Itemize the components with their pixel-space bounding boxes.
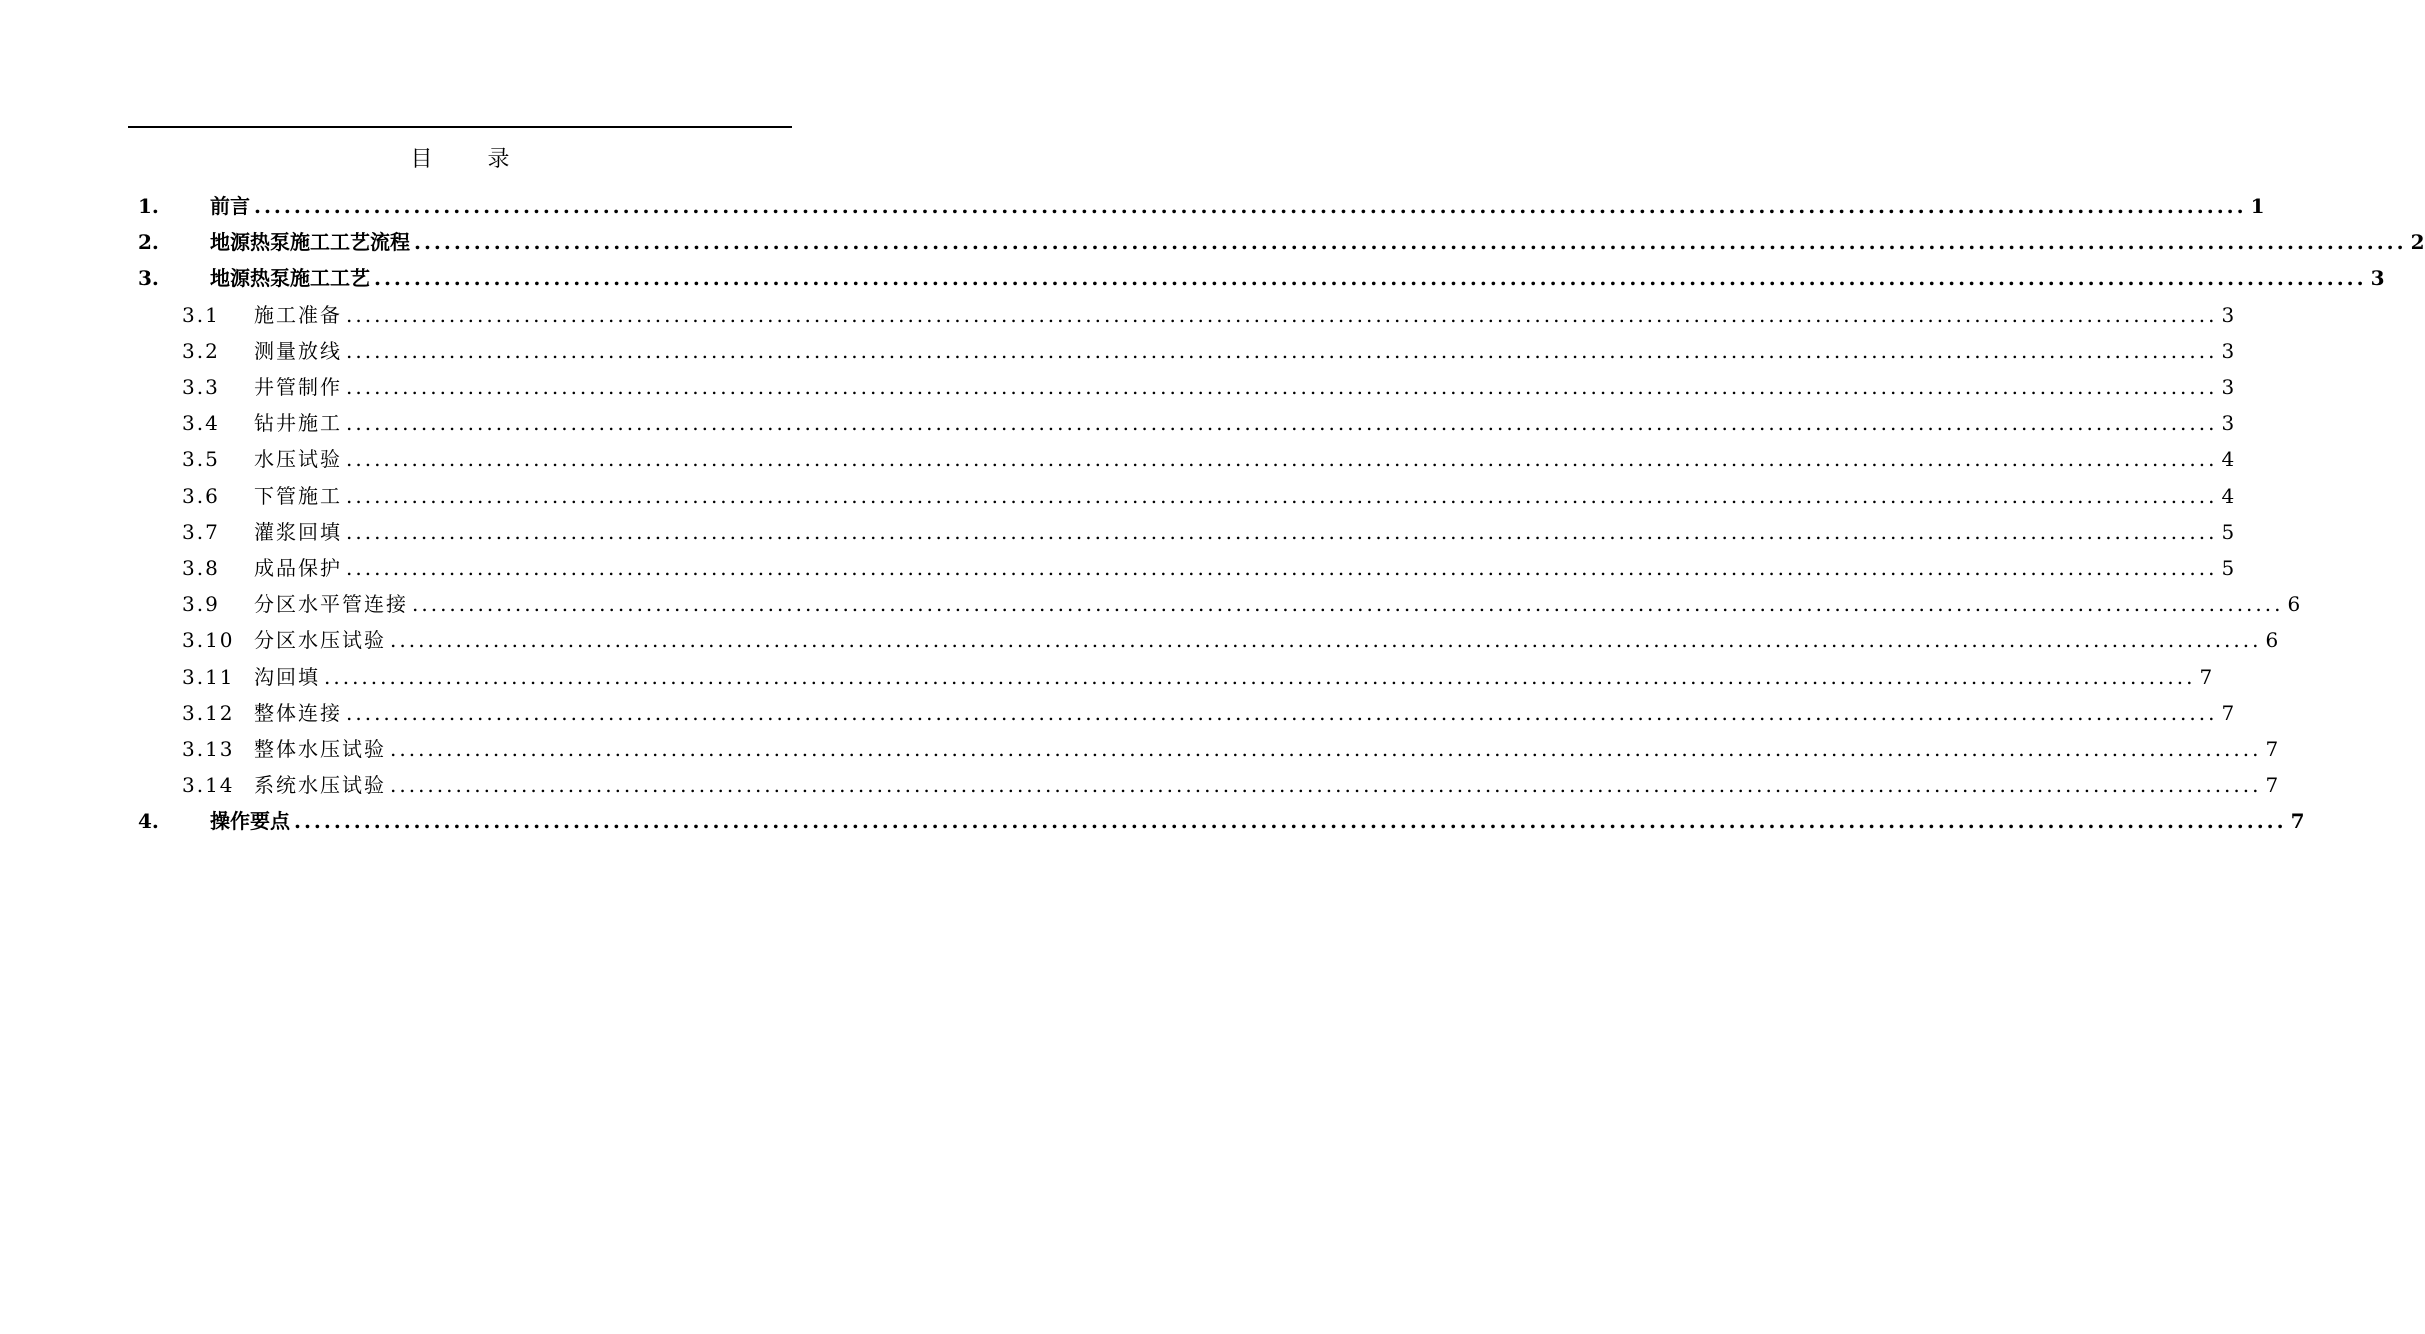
- toc-entry-number: 3.8: [182, 556, 220, 580]
- toc-leader-dots: ........................................................................................................................................................................................................: [374, 266, 2367, 291]
- toc-entry-number: 3.4: [182, 411, 220, 436]
- toc-entry-number: 3.9: [182, 592, 220, 617]
- toc-leader-dots: ........................................................................................................................................................................................................: [414, 230, 2407, 255]
- toc-entry-label: 钻井施工: [254, 411, 342, 436]
- toc-entry[interactable]: [0, 478, 2235, 514]
- toc-entry-number: 3.2: [182, 338, 220, 363]
- toc-entry[interactable]: [0, 659, 2213, 695]
- toc-entry-number: 3.7: [182, 519, 220, 544]
- toc-leader-dots: ........................................................................................................................................................................................................: [346, 556, 2218, 580]
- toc-entry-label: 地源热泵施工工艺流程: [210, 230, 410, 255]
- toc-entry-label: 沟回填: [254, 664, 320, 689]
- toc-entry-label: 施工准备: [254, 302, 342, 327]
- toc-leader-dots: ........................................................................................................................................................................................................: [346, 700, 2218, 725]
- toc-entry-label: 前言: [210, 194, 250, 218]
- toc-entry-number: 3.6: [182, 483, 220, 508]
- toc-title: 目 录: [410, 147, 534, 172]
- toc-entry-number: 1.: [138, 194, 159, 218]
- toc-entry-number: 2.: [138, 230, 159, 255]
- toc-entry-line: [254, 659, 2213, 695]
- toc-entry-line: [254, 297, 2235, 333]
- toc-entry-label: 分区水平管连接: [254, 592, 408, 617]
- toc-entry-line: [254, 767, 2279, 803]
- toc-leader-dots: ........................................................................................................................................................................................................: [324, 664, 2196, 689]
- toc-entry-label: 整体连接: [254, 700, 342, 725]
- toc-entry-line: [254, 586, 2301, 622]
- toc-entry-page: 7: [2199, 664, 2213, 689]
- toc-entry-label: 水压试验: [254, 447, 342, 472]
- toc-entry-label: 系统水压试验: [254, 773, 386, 798]
- toc-entry[interactable]: [0, 803, 2305, 839]
- toc-entry-number: 3.: [138, 266, 159, 291]
- toc-leader-dots: ........................................................................................................................................................................................................: [254, 194, 2247, 218]
- toc-entry[interactable]: [0, 224, 2425, 260]
- toc-entry-label: 井管制作: [254, 375, 342, 399]
- toc-entry[interactable]: [0, 695, 2235, 731]
- toc-entry-line: [254, 333, 2235, 369]
- toc-entry-page: 1: [2250, 194, 2265, 218]
- toc-leader-dots: ........................................................................................................................................................................................................: [346, 411, 2218, 436]
- toc-entry-line: [254, 441, 2235, 477]
- toc-leader-dots: ........................................................................................................................................................................................................: [346, 519, 2218, 544]
- toc-leader-dots: ........................................................................................................................................................................................................: [412, 592, 2284, 617]
- toc-entry[interactable]: [0, 514, 2235, 550]
- toc-entry-line: [254, 622, 2279, 658]
- toc-entry-number: 3.1: [182, 302, 220, 327]
- toc-leader-dots: ........................................................................................................................................................................................................: [390, 737, 2262, 761]
- toc-entry-page: 3: [2221, 375, 2235, 399]
- toc-entry[interactable]: [0, 622, 2279, 658]
- toc-entry[interactable]: [0, 297, 2235, 333]
- toc-entry-page: 3: [2370, 266, 2385, 291]
- toc-entry[interactable]: [0, 731, 2279, 767]
- toc-entry-line: [254, 369, 2235, 405]
- toc-entry-page: 3: [2221, 411, 2235, 436]
- toc-entry-page: 3: [2221, 302, 2235, 327]
- toc-entry-page: 7: [2265, 737, 2279, 761]
- toc-entry[interactable]: [0, 369, 2235, 405]
- toc-entry-number: 3.12: [182, 700, 235, 725]
- toc-entry-page: 5: [2221, 556, 2235, 580]
- toc-entry-line: [210, 260, 2385, 296]
- toc-entry-label: 地源热泵施工工艺: [210, 266, 370, 291]
- toc-entry-label: 成品保护: [254, 556, 342, 580]
- toc-entry[interactable]: [0, 550, 2235, 586]
- toc-leader-dots: ........................................................................................................................................................................................................: [346, 483, 2218, 508]
- toc-entry-number: 3.3: [182, 375, 220, 399]
- toc-entry-line: [254, 478, 2235, 514]
- toc-entry-label: 灌浆回填: [254, 519, 342, 544]
- toc-entry-page: 4: [2221, 483, 2235, 508]
- toc-entry-label: 测量放线: [254, 338, 342, 363]
- toc-leader-dots: ........................................................................................................................................................................................................: [346, 447, 2218, 472]
- toc-entry-label: 下管施工: [254, 483, 342, 508]
- toc-entry-label: 整体水压试验: [254, 737, 386, 761]
- toc-entry-label: 操作要点: [210, 809, 290, 834]
- toc-entry-number: 3.5: [182, 447, 220, 472]
- toc-entry-line: [254, 405, 2235, 441]
- toc-leader-dots: ........................................................................................................................................................................................................: [346, 338, 2218, 363]
- toc-entry-page: 6: [2265, 628, 2279, 653]
- toc-leader-dots: ........................................................................................................................................................................................................: [294, 809, 2287, 834]
- toc-entry-label: 分区水压试验: [254, 628, 386, 653]
- toc-entry-line: [254, 695, 2235, 731]
- toc-entry[interactable]: [0, 405, 2235, 441]
- toc-entry[interactable]: [0, 586, 2301, 622]
- toc-leader-dots: ........................................................................................................................................................................................................: [390, 773, 2262, 798]
- toc-entry-line: [210, 224, 2425, 260]
- toc-entry-page: 3: [2221, 338, 2235, 363]
- toc-entry[interactable]: [0, 260, 2385, 296]
- toc-entry[interactable]: [0, 767, 2279, 803]
- toc-entry-number: 3.11: [182, 664, 235, 689]
- toc-entry-line: [254, 514, 2235, 550]
- toc-entry-page: 5: [2221, 519, 2235, 544]
- toc-entry-line: [210, 803, 2305, 839]
- toc-leader-dots: ........................................................................................................................................................................................................: [346, 375, 2218, 399]
- toc-entry-line: [210, 188, 2265, 224]
- toc-entry-page: 7: [2265, 773, 2279, 798]
- toc-entry[interactable]: [0, 333, 2235, 369]
- toc-entry-page: 6: [2287, 592, 2301, 617]
- toc-entry-page: 7: [2290, 809, 2305, 834]
- toc-entry[interactable]: [0, 441, 2235, 477]
- toc-entry-number: 4.: [138, 809, 159, 834]
- toc-entry-page: 2: [2410, 230, 2425, 255]
- toc-leader-dots: ........................................................................................................................................................................................................: [390, 628, 2262, 653]
- toc-entry[interactable]: [0, 188, 2265, 224]
- toc-leader-dots: ........................................................................................................................................................................................................: [346, 302, 2218, 327]
- toc-entry-page: 7: [2221, 700, 2235, 725]
- toc-entry-number: 3.10: [182, 628, 235, 653]
- toc-entry-number: 3.13: [182, 737, 235, 761]
- toc-entry-number: 3.14: [182, 773, 235, 798]
- toc-entry-line: [254, 550, 2235, 586]
- toc-entry-page: 4: [2221, 447, 2235, 472]
- toc-entry-line: [254, 731, 2279, 767]
